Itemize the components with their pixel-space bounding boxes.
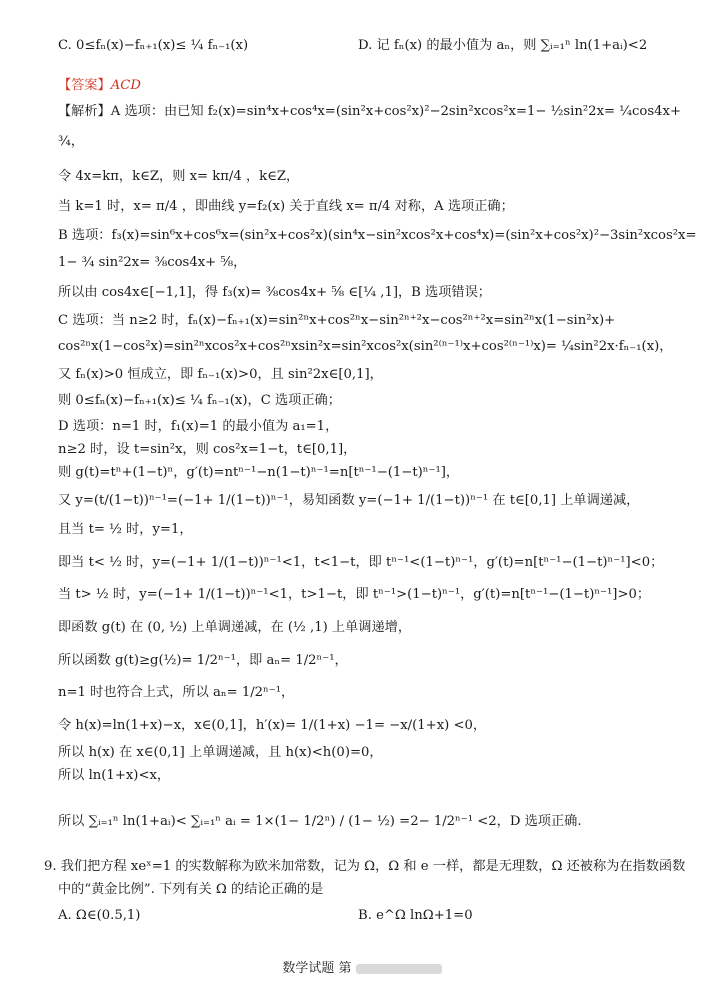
question-9-line-1: 9. 我们把方程 xeˣ=1 的实数解称为欧米加常数，记为 Ω，Ω 和 e 一样，都是无理数，Ω 还被称为在指数函数 — [44, 859, 686, 874]
analysis-line: 又 y=(t/(1−t))ⁿ⁻¹=(−1+ 1/(1−t))ⁿ⁻¹，易知函数 y=(−1+ 1/(1−t))ⁿ⁻¹ 在 t∈[0,1] 上单调递减， — [58, 493, 640, 508]
analysis-line: 所以函数 g(t)≥g(½)= 1/2ⁿ⁻¹，即 aₙ= 1/2ⁿ⁻¹， — [58, 653, 348, 668]
analysis-line: 且当 t= ½ 时，y=1， — [58, 522, 193, 537]
analysis-line: 当 t> ½ 时，y=(−1+ 1/(1−t))ⁿ⁻¹<1，t>1−t，即 tⁿ⁻¹>(1−t)ⁿ⁻¹，g′(t)=n[tⁿ⁻¹−(1−t)ⁿ⁻¹]>0； — [58, 587, 651, 602]
question-9-option-b: B. e^Ω lnΩ+1=0 — [358, 908, 473, 923]
analysis-line: B 选项：f₃(x)=sin⁶x+cos⁶x=(sin²x+cos²x)(sin⁴x−sin²xcos²x+cos⁴x)=(sin²x+cos²x)²−3sin²xcos²x= — [58, 228, 697, 243]
analysis-line: 所以 ln(1+x)<x， — [58, 768, 171, 783]
analysis-line: n≥2 时，设 t=sin²x，则 cos²x=1−t，t∈[0,1]， — [58, 442, 357, 457]
analysis-line: n=1 时也符合上式，所以 aₙ= 1/2ⁿ⁻¹， — [58, 685, 295, 700]
analysis-line: 即当 t< ½ 时，y=(−1+ 1/(1−t))ⁿ⁻¹<1，t<1−t，即 tⁿ⁻¹<(1−t)ⁿ⁻¹，g′(t)=n[tⁿ⁻¹−(1−t)ⁿ⁻¹]<0； — [58, 555, 664, 570]
analysis-line: C 选项：当 n≥2 时，fₙ(x)−fₙ₊₁(x)=sin²ⁿx+cos²ⁿx−sin²ⁿ⁺²x−cos²ⁿ⁺²x=sin²ⁿx(1−sin²x)+ — [58, 313, 616, 328]
analysis-line: 即函数 g(t) 在 (0, ½) 上单调递减，在 (½ ,1) 上单调递增， — [58, 620, 412, 635]
analysis-line: 【解析】A 选项：由已知 f₂(x)=sin⁴x+cos⁴x=(sin²x+cos²x)²−2sin²xcos²x=1− ½sin²2x= ¼cos4x+ — [58, 104, 681, 119]
question-9-option-a: A. Ω∈(0.5,1) — [58, 908, 141, 923]
analysis-line: 当 k=1 时，x= π/4 ，即曲线 y=f₂(x) 关于直线 x= π/4 对称，A 选项正确； — [58, 199, 514, 214]
answer-line — [58, 77, 141, 95]
option-c: C. 0≤fₙ(x)−fₙ₊₁(x)≤ ¼ fₙ₋₁(x) — [58, 38, 249, 53]
answer-tag: 【答案】 — [58, 78, 111, 93]
question-9-line-2: 中的“黄金比例”. 下列有关 Ω 的结论正确的是 — [58, 882, 324, 897]
analysis-line: 则 g(t)=tⁿ+(1−t)ⁿ，g′(t)=ntⁿ⁻¹−n(1−t)ⁿ⁻¹=n[tⁿ⁻¹−(1−t)ⁿ⁻¹]， — [58, 465, 460, 480]
analysis-line: 令 4x=kπ，k∈Z，则 x= kπ/4 ，k∈Z， — [58, 169, 300, 184]
analysis-line: 所以 h(x) 在 x∈(0,1] 上单调递减，且 h(x)<h(0)=0， — [58, 745, 383, 760]
analysis-line: 又 fₙ(x)>0 恒成立，即 fₙ₋₁(x)>0，且 sin²2x∈[0,1]， — [58, 367, 383, 382]
analysis-line: ¾， — [58, 134, 84, 149]
page-footer — [0, 957, 724, 976]
analysis-line: cos²ⁿx(1−cos²x)=sin²ⁿxcos²x+cos²ⁿxsin²x=sin²xcos²x(sin²⁽ⁿ⁻¹⁾x+cos²⁽ⁿ⁻¹⁾x)= ¼sin²2x·fₙ₋₁(x)， — [58, 339, 673, 354]
analysis-line: 所以由 cos4x∈[−1,1]，得 f₃(x)= ⅜cos4x+ ⅝ ∈[¼ ,1]，B 选项错误； — [58, 285, 491, 300]
analysis-line: 令 h(x)=ln(1+x)−x，x∈(0,1]，h′(x)= 1/(1+x) −1= −x/(1+x) <0， — [58, 718, 487, 733]
footer-redaction — [356, 964, 442, 974]
option-d: D. 记 fₙ(x) 的最小值为 aₙ，则 ∑ᵢ₌₁ⁿ ln(1+aᵢ)<2 — [358, 38, 648, 53]
analysis-line: 则 0≤fₙ(x)−fₙ₊₁(x)≤ ¼ fₙ₋₁(x)，C 选项正确； — [58, 393, 341, 408]
analysis-line: D 选项：n=1 时，f₁(x)=1 的最小值为 a₁=1， — [58, 419, 339, 434]
footer-text: 数学试题 第 — [282, 961, 352, 976]
answer-value: ACD — [110, 78, 141, 93]
analysis-line: 1− ¾ sin²2x= ⅜cos4x+ ⅝， — [58, 255, 247, 270]
analysis-line: 所以 ∑ᵢ₌₁ⁿ ln(1+aᵢ)< ∑ᵢ₌₁ⁿ aᵢ = 1×(1− 1/2ⁿ) / (1− ½) =2− 1/2ⁿ⁻¹ <2，D 选项正确. — [58, 814, 582, 829]
